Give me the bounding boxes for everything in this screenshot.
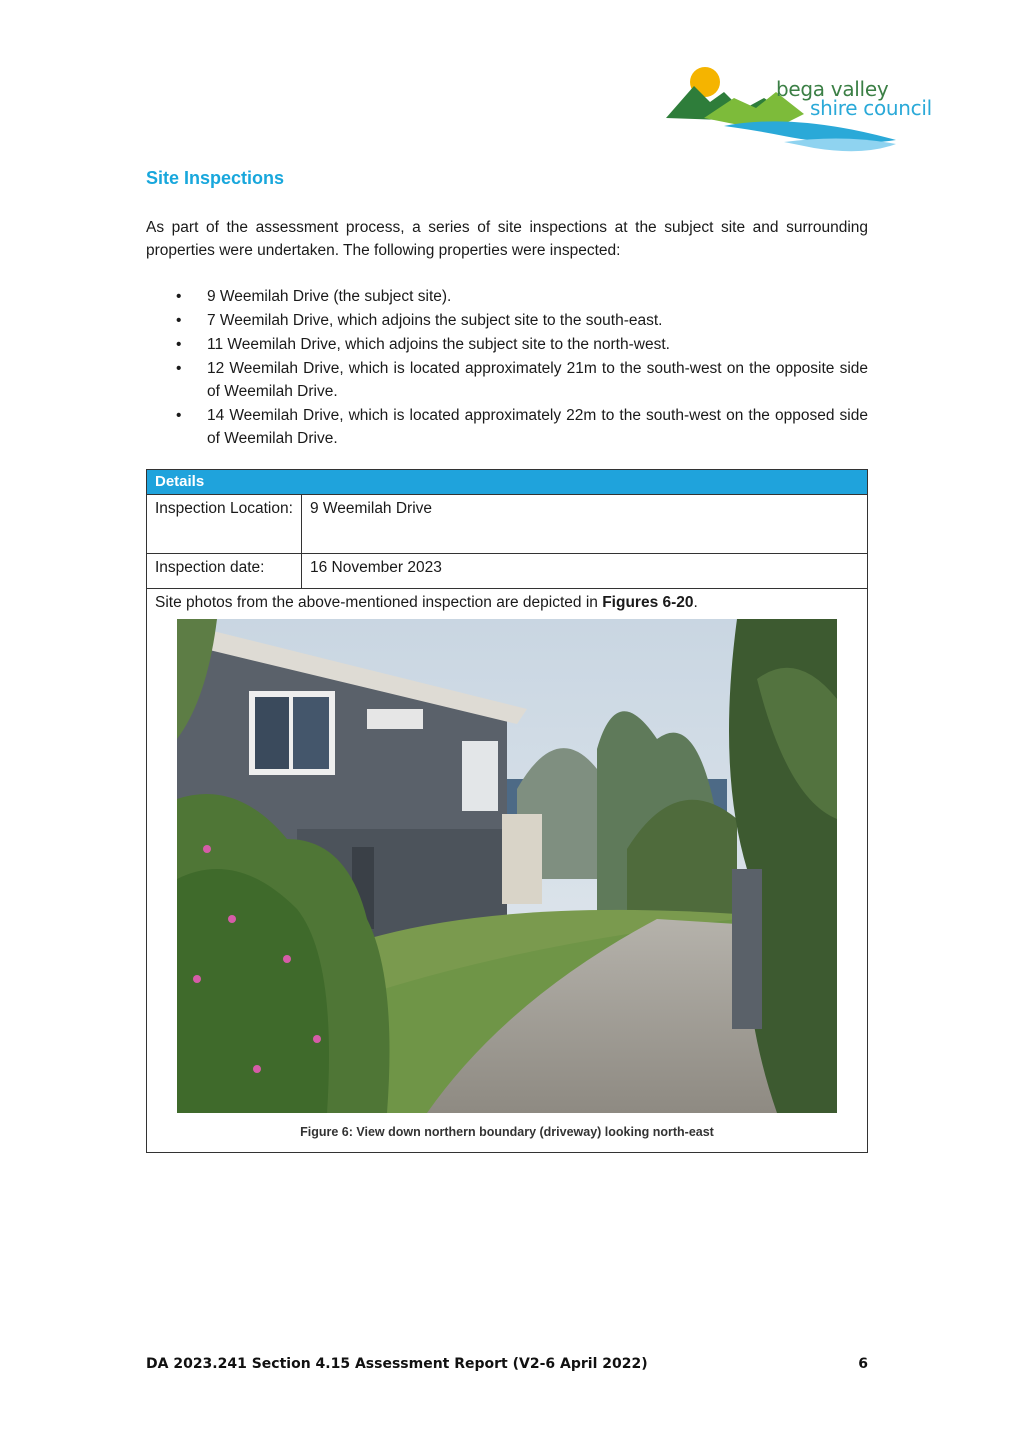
footer-report-title: DA 2023.241 Section 4.15 Assessment Report (V2-6 April 2022) bbox=[146, 1356, 648, 1372]
bullet-icon: • bbox=[176, 407, 182, 424]
figure-caption: Figure 6: View down northern boundary (driveway) looking north-east bbox=[300, 1125, 714, 1139]
bullet-icon: • bbox=[176, 288, 182, 305]
details-header: Details bbox=[147, 470, 867, 495]
page-footer bbox=[146, 1356, 868, 1372]
list-item: • 12 Weemilah Drive, which is located approximately 21m to the south-west on the opposite side of Weemilah Drive. bbox=[146, 357, 868, 403]
inspected-properties-list bbox=[146, 285, 868, 451]
list-item: • 7 Weemilah Drive, which adjoins the subject site to the south-east. bbox=[146, 309, 868, 332]
date-value: 16 November 2023 bbox=[310, 559, 442, 576]
page-number: 6 bbox=[858, 1356, 868, 1372]
bullet-icon: • bbox=[176, 360, 182, 377]
site-photo bbox=[177, 619, 837, 1113]
table-row bbox=[147, 495, 867, 554]
logo-line2: shire council bbox=[810, 96, 932, 120]
bullet-icon: • bbox=[176, 336, 182, 353]
intro-paragraph: As part of the assessment process, a series of site inspections at the subject site and surrounding properties were undertaken. The following properties were inspected: bbox=[146, 219, 868, 259]
logo-line1: bega valley bbox=[776, 77, 889, 101]
table-row bbox=[147, 554, 867, 589]
photos-note: Site photos from the above-mentioned inspection are depicted in Figures 6-20. bbox=[155, 594, 698, 611]
date-label: Inspection date: bbox=[147, 554, 302, 588]
location-label: Inspection Location: bbox=[147, 495, 302, 553]
council-logo bbox=[664, 62, 940, 158]
location-value: 9 Weemilah Drive bbox=[310, 500, 433, 517]
section-heading: Site Inspections bbox=[146, 168, 285, 188]
details-table bbox=[146, 469, 868, 1153]
list-item: • 14 Weemilah Drive, which is located approximately 22m to the south-west on the opposed side of Weemilah Drive. bbox=[146, 404, 868, 450]
list-item: • 9 Weemilah Drive (the subject site). bbox=[146, 285, 868, 308]
bullet-icon: • bbox=[176, 312, 182, 329]
list-item: • 11 Weemilah Drive, which adjoins the subject site to the north-west. bbox=[146, 333, 868, 356]
